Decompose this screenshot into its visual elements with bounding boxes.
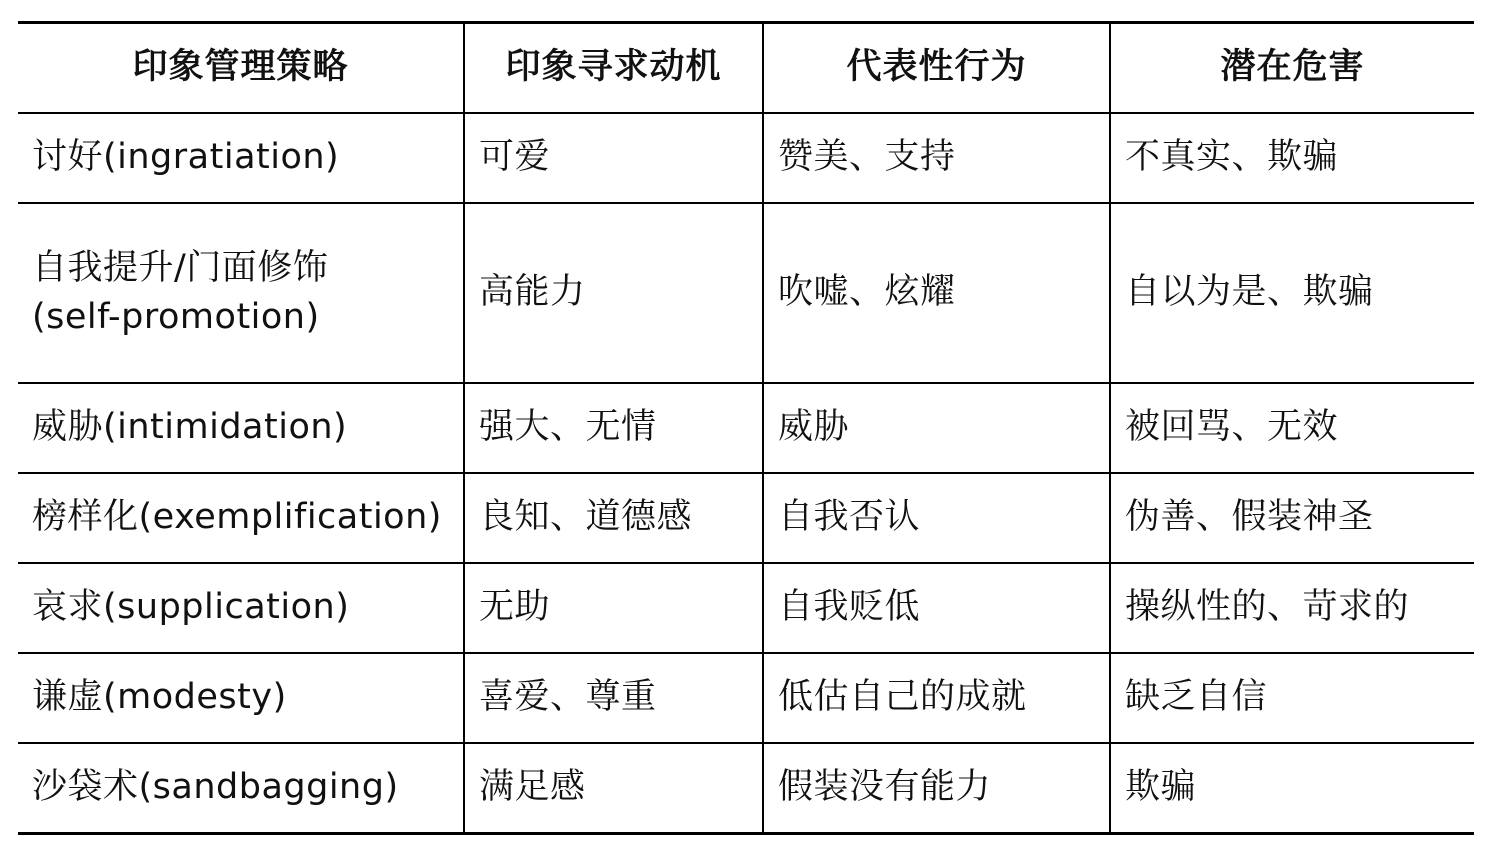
table-row bbox=[18, 473, 1474, 563]
header-motive: 印象寻求动机 bbox=[464, 23, 763, 114]
cell-risk: 欺骗 bbox=[1110, 743, 1474, 834]
cell-motive: 满足感 bbox=[464, 743, 763, 834]
table-row bbox=[18, 113, 1474, 203]
cell-risk: 操纵性的、苛求的 bbox=[1110, 563, 1474, 653]
cell-behavior: 自我贬低 bbox=[763, 563, 1110, 653]
cell-motive: 强大、无情 bbox=[464, 383, 763, 473]
table-row bbox=[18, 383, 1474, 473]
table-row bbox=[18, 653, 1474, 743]
cell-motive: 可爱 bbox=[464, 113, 763, 203]
header-risk: 潜在危害 bbox=[1110, 23, 1474, 114]
cell-risk: 自以为是、欺骗 bbox=[1110, 203, 1474, 383]
cell-strategy: 威胁(intimidation) bbox=[18, 383, 464, 473]
cell-strategy bbox=[18, 203, 464, 383]
cell-strategy: 哀求(supplication) bbox=[18, 563, 464, 653]
cell-motive: 高能力 bbox=[464, 203, 763, 383]
header-behavior: 代表性行为 bbox=[763, 23, 1110, 114]
cell-behavior: 赞美、支持 bbox=[763, 113, 1110, 203]
cell-motive: 无助 bbox=[464, 563, 763, 653]
cell-risk: 伪善、假装神圣 bbox=[1110, 473, 1474, 563]
cell-behavior: 威胁 bbox=[763, 383, 1110, 473]
cell-risk: 缺乏自信 bbox=[1110, 653, 1474, 743]
cell-motive: 良知、道德感 bbox=[464, 473, 763, 563]
cell-strategy: 谦虚(modesty) bbox=[18, 653, 464, 743]
table-row bbox=[18, 743, 1474, 834]
impression-management-table bbox=[18, 21, 1474, 835]
table-row bbox=[18, 203, 1474, 383]
cell-strategy: 榜样化(exemplification) bbox=[18, 473, 464, 563]
cell-behavior: 自我否认 bbox=[763, 473, 1110, 563]
cell-behavior: 吹嘘、炫耀 bbox=[763, 203, 1110, 383]
table-header-row bbox=[18, 23, 1474, 114]
cell-behavior: 低估自己的成就 bbox=[763, 653, 1110, 743]
cell-risk: 被回骂、无效 bbox=[1110, 383, 1474, 473]
cell-strategy-line-2: (self-promotion) bbox=[32, 297, 320, 337]
cell-strategy-line-1: 自我提升/门面修饰 bbox=[32, 248, 329, 288]
table-row bbox=[18, 563, 1474, 653]
cell-strategy: 沙袋术(sandbagging) bbox=[18, 743, 464, 834]
cell-behavior: 假装没有能力 bbox=[763, 743, 1110, 834]
cell-motive: 喜爱、尊重 bbox=[464, 653, 763, 743]
header-strategy: 印象管理策略 bbox=[18, 23, 464, 114]
cell-strategy: 讨好(ingratiation) bbox=[18, 113, 464, 203]
cell-risk: 不真实、欺骗 bbox=[1110, 113, 1474, 203]
